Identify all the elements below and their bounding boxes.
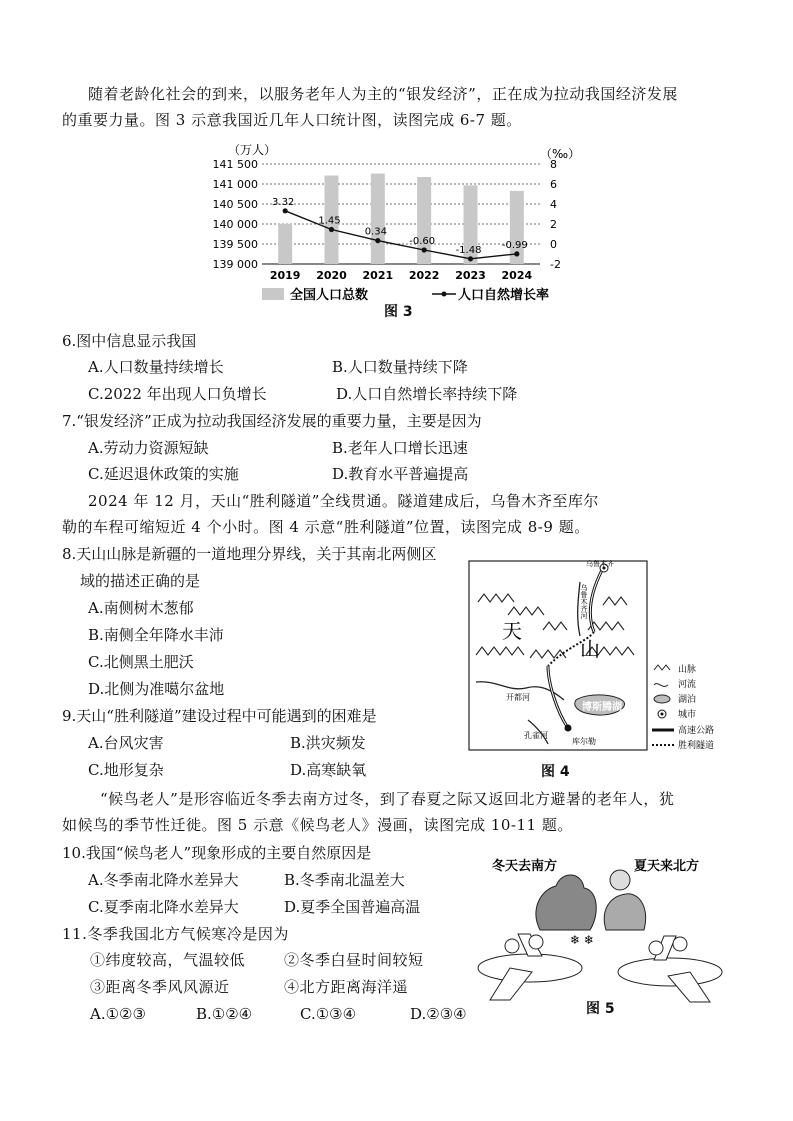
data-label: -0.99	[501, 239, 528, 251]
growth-rate-point	[283, 208, 288, 213]
y-right-tick: 8	[550, 158, 557, 171]
legend-river: 河流	[678, 680, 697, 690]
intro1-line1: 随着老龄化社会的到来，以服务老年人为主的“银发经济”，正在成为拉动我国经济发展	[88, 85, 678, 103]
population-bar	[371, 174, 385, 264]
q11-option-b: B.①②④	[196, 1005, 253, 1023]
left-unit: （万人）	[228, 143, 277, 157]
q9-option-a: A.台风灾害	[88, 734, 164, 752]
legend-highway: 高速公路	[678, 726, 715, 736]
label-urumqi: 乌鲁木齐	[586, 560, 614, 568]
map-label-shan: 山	[580, 637, 600, 661]
q11-item-1: ①纬度较高，气温较低	[90, 951, 246, 969]
label-bosten: 博斯腾湖	[582, 702, 622, 713]
legend-city: 城市	[678, 710, 697, 720]
cartoon-right-title: 夏天来北方	[634, 859, 700, 874]
data-label: -1.48	[455, 244, 482, 256]
x-tick: 2021	[362, 269, 394, 282]
sun-icon	[604, 870, 645, 930]
q6-option-d: D.人口自然增长率持续下降	[336, 385, 518, 403]
y-left-tick: 141 500	[212, 158, 258, 171]
airplane-left-icon	[478, 934, 582, 1000]
x-tick: 2022	[408, 269, 440, 282]
q7-option-d: D.教育水平普遍提高	[332, 465, 469, 483]
q10-option-b: B.冬季南北温差大	[284, 871, 405, 889]
legend-bar-label: 全国人口总数	[290, 288, 369, 303]
q8-option-c: C.北侧黑土肥沃	[88, 653, 194, 671]
intro2-line2: 勒的车程可缩短近 4 个小时。图 4 示意“胜利隧道”位置，读图完成 8-9 题。	[62, 518, 590, 536]
legend-lake: 湖泊	[678, 695, 697, 705]
y-right-tick: 6	[550, 178, 557, 191]
data-label: 3.32	[272, 196, 295, 208]
q11-option-c: C.①③④	[300, 1005, 357, 1023]
q11-stem: 11.冬季我国北方气候寒冷是因为	[62, 925, 289, 943]
intro3-line2: 如候鸟的季节性迁徙。图 5 示意《候鸟老人》漫画，读图完成 10-11 题。	[62, 816, 573, 834]
q8-option-b: B.南侧全年降水丰沛	[88, 626, 224, 644]
growth-rate-point	[468, 256, 473, 261]
growth-rate-point	[329, 227, 334, 232]
label-kongque: 孔雀河	[524, 731, 548, 740]
growth-rate-point	[375, 238, 380, 243]
y-left-tick: 140 000	[212, 218, 258, 231]
mountain-range	[476, 594, 634, 658]
q7-option-b: B.老年人口增长迅速	[332, 439, 468, 457]
q9-option-d: D.高寒缺氧	[290, 761, 367, 779]
legend-line-marker	[442, 292, 447, 297]
map-legend	[652, 663, 714, 751]
q11-option-a: A.①②③	[90, 1005, 146, 1023]
legend-tunnel: 胜利隧道	[678, 741, 715, 751]
q8-option-d: D.北侧为准噶尔盆地	[88, 680, 225, 698]
map-label-tian: 天	[502, 619, 522, 643]
x-tick: 2024	[501, 269, 533, 282]
y-right-tick: 4	[550, 198, 557, 211]
x-tick: 2019	[269, 269, 301, 282]
legend-mountain: 山脉	[678, 665, 697, 675]
fig5-caption: 图 5	[586, 1001, 615, 1017]
tianshan-map	[468, 560, 730, 756]
y-right-tick: 0	[550, 238, 557, 251]
intro3-line1: “候鸟老人”是形容临近冬季去南方过冬，到了春夏之际又返回北方避暑的老年人，犹	[100, 790, 675, 808]
q9-stem: 9.天山“胜利隧道”建设过程中可能遇到的困难是	[62, 707, 377, 725]
map-frame	[469, 561, 647, 750]
q11-item-4: ④北方距离海洋遥	[284, 978, 409, 996]
label-urumqi-river: 乌鲁木齐河	[580, 584, 588, 619]
q6-stem: 6.图中信息显示我国	[62, 332, 197, 350]
q9-option-c: C.地形复杂	[88, 761, 164, 779]
q7-option-a: A.劳动力资源短缺	[88, 439, 209, 457]
cartoon-left-title: 冬天去南方	[492, 859, 558, 874]
q11-item-3: ③距离冬季风风源近	[90, 978, 230, 996]
q6-option-b: B.人口数量持续下降	[332, 358, 468, 376]
y-left-tick: 141 000	[212, 178, 258, 191]
y-right-tick: 2	[550, 218, 557, 231]
growth-rate-point	[514, 251, 519, 256]
q6-option-a: A.人口数量持续增长	[88, 358, 224, 376]
label-kaidu: 开都河	[506, 693, 530, 702]
q10-option-c: C.夏季南北降水差异大	[88, 898, 239, 916]
q6-option-c: C.2022 年出现人口负增长	[88, 385, 267, 403]
fig3-caption: 图 3	[384, 304, 413, 320]
data-label: -0.60	[409, 236, 436, 247]
svg-text:❄ ❄: ❄ ❄	[570, 933, 594, 947]
q8-stem-line2: 域的描述正确的是	[80, 572, 201, 590]
q11-item-2: ②冬季白昼时间较短	[284, 951, 424, 969]
airplane-right-icon	[618, 936, 722, 1002]
q7-option-c: C.延迟退休政策的实施	[88, 465, 239, 483]
q10-option-d: D.夏季全国普遍高温	[284, 898, 421, 916]
x-tick: 2023	[455, 269, 486, 282]
intro2-line1: 2024 年 12 月，天山“胜利隧道”全线贯通。隧道建成后，乌鲁木齐至库尔	[88, 492, 599, 510]
x-tick: 2020	[316, 269, 347, 282]
y-left-tick: 139 000	[212, 258, 258, 271]
population-chart	[200, 140, 580, 320]
city-korla	[565, 725, 572, 732]
population-bar	[278, 224, 292, 264]
growth-rate-point	[422, 247, 427, 252]
legend-line-label: 人口自然增长率	[458, 288, 550, 303]
intro1-line2: 的重要力量。图 3 示意我国近几年人口统计图，读图完成 6-7 题。	[62, 111, 522, 129]
y-left-tick: 140 500	[212, 198, 258, 211]
cold-cloud-icon	[536, 875, 596, 947]
q8-stem-line1: 8.天山山脉是新疆的一道地理分界线，关于其南北两侧区	[62, 545, 437, 563]
q9-option-b: B.洪灾频发	[290, 734, 366, 752]
migratory-elderly-cartoon	[470, 840, 732, 1010]
q10-stem: 10.我国“候鸟老人”现象形成的主要自然原因是	[62, 844, 372, 862]
fig4-caption: 图 4	[541, 764, 570, 780]
q10-option-a: A.冬季南北降水差异大	[88, 871, 239, 889]
right-unit: （‰）	[540, 147, 580, 161]
q8-option-a: A.南侧树木葱郁	[88, 599, 194, 617]
q7-stem: 7.“银发经济”正成为拉动我国经济发展的重要力量，主要是因为	[62, 412, 482, 430]
data-label: 0.34	[364, 226, 387, 238]
y-right-tick: -2	[550, 258, 561, 271]
q11-option-d: D.②③④	[410, 1005, 467, 1023]
y-left-tick: 139 500	[212, 238, 258, 251]
data-label: 1.45	[318, 215, 341, 227]
legend-bar-swatch	[262, 288, 284, 300]
label-korla: 库尔勒	[572, 737, 596, 746]
